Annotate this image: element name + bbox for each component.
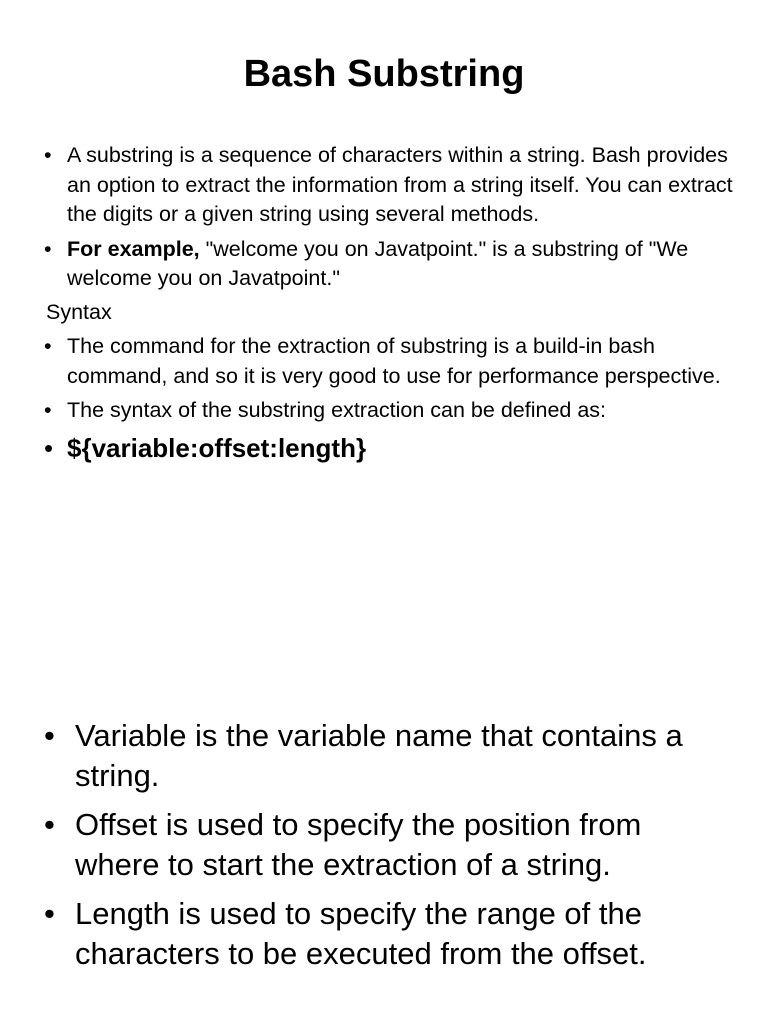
syntax-expression-bullet <box>44 431 734 465</box>
bullet-marker: • <box>44 143 52 167</box>
syntax-label: Syntax <box>46 299 112 324</box>
explanation-text: Length is used to specify the range of the characters to be executed from the offset. <box>75 896 647 971</box>
explanation-bullet <box>44 805 734 884</box>
syntax-bullet-text: The syntax of the substring extraction can be defined as: <box>67 398 607 422</box>
explanation-text: Offset is used to specify the position from where to start the extraction of a string. <box>75 807 642 882</box>
page-title: Bash Substring <box>243 53 525 95</box>
syntax-bullet-text: The command for the extraction of substring is a build-in bash command, and so it is very good to use for performance perspective. <box>67 334 721 388</box>
definition-text: A substring is a sequence of characters within a string. Bash provides an option to extract the information from a string itself. You can extract the digits or a given string using several methods. <box>67 143 733 226</box>
bullet-marker: • <box>44 334 52 358</box>
syntax-bullet <box>44 332 734 391</box>
syntax-expression: ${variable:offset:length} <box>67 432 367 463</box>
intro-section <box>44 141 734 470</box>
explanation-bullet <box>44 894 734 973</box>
bullet-marker: • <box>44 398 52 422</box>
explanation-bullet <box>44 716 734 795</box>
example-bullet <box>44 235 734 294</box>
definition-bullet <box>44 141 734 230</box>
bullet-marker: • <box>44 807 55 842</box>
explanation-text: Variable is the variable name that contains a string. <box>75 718 683 793</box>
bullet-marker: • <box>44 432 54 463</box>
bullet-marker: • <box>44 718 55 753</box>
bullet-marker: • <box>44 236 52 261</box>
explanation-section <box>44 716 734 983</box>
example-text: "welcome you on Javatpoint." is a substring of "We welcome you on Javatpoint." <box>67 236 689 290</box>
example-label: For example, <box>67 236 200 261</box>
syntax-bullet <box>44 396 734 426</box>
bullet-marker: • <box>44 896 55 931</box>
